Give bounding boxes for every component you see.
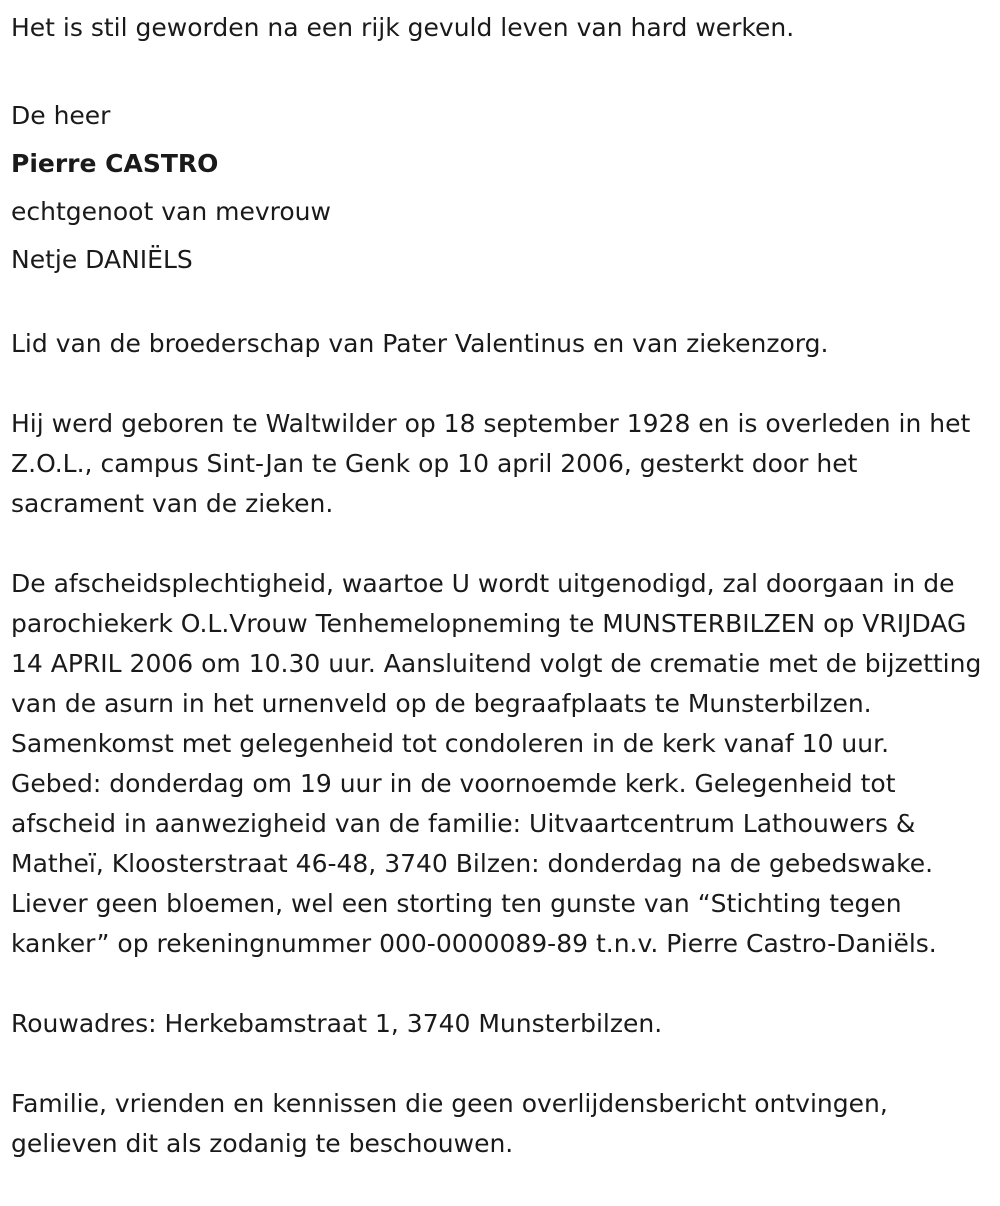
birth-death-paragraph: Hij werd geboren te Waltwilder op 18 september 1928 en is overleden in het Z.O.L., campus Sint-Jan te Genk op 10 april 2006, gesterkt door het sacrament van de zieken. [11,409,971,518]
membership-paragraph: Lid van de broederschap van Pater Valentinus en van ziekenzorg. [11,329,829,358]
mourning-address: Rouwadres: Herkebamstraat 1, 3740 Munsterbilzen. [11,1009,663,1038]
ceremony-paragraph: De afscheidsplechtigheid, waartoe U wordt uitgenodigd, zal doorgaan in de parochiekerk O.L.Vrouw Tenhemelopneming te MUNSTERBILZEN op VRIJDAG 14 APRIL 2006 om 10.30 uur. Aansluitend volgt de crematie met de bijzetting van de asurn in het urnenveld op de begraafplaats te Munsterbilzen. Samenkomst met gelegenheid tot condoleren in de kerk vanaf 10 uur. Gebed: donderdag om 19 uur in de voornoemde kerk. Gelegenheid tot afscheid in aanwezigheid van de familie: Uitvaartcentrum Lathouwers & Matheï, Kloosterstraat 46-48, 3740 Bilzen: donderdag na de gebedswake. Liever geen bloemen, wel een storting ten gunste van “Stichting tegen kanker” op rekeningnummer 000-0000089-89 t.n.v. Pierre Castro-Daniëls. [11,569,982,958]
obituary-notice [11,4,986,1164]
closing-paragraph: Familie, vrienden en kennissen die geen overlijdensbericht ontvingen, gelieven dit als zodanig te beschouwen. [11,1089,888,1158]
opening-sentence: Het is stil geworden na een rijk gevuld leven van hard werken. [11,13,795,42]
title-prefix: De heer [11,101,111,130]
spouse-name: Netje DANIËLS [11,245,193,274]
spouse-label: echtgenoot van mevrouw [11,197,331,226]
deceased-name: Pierre CASTRO [11,149,219,178]
